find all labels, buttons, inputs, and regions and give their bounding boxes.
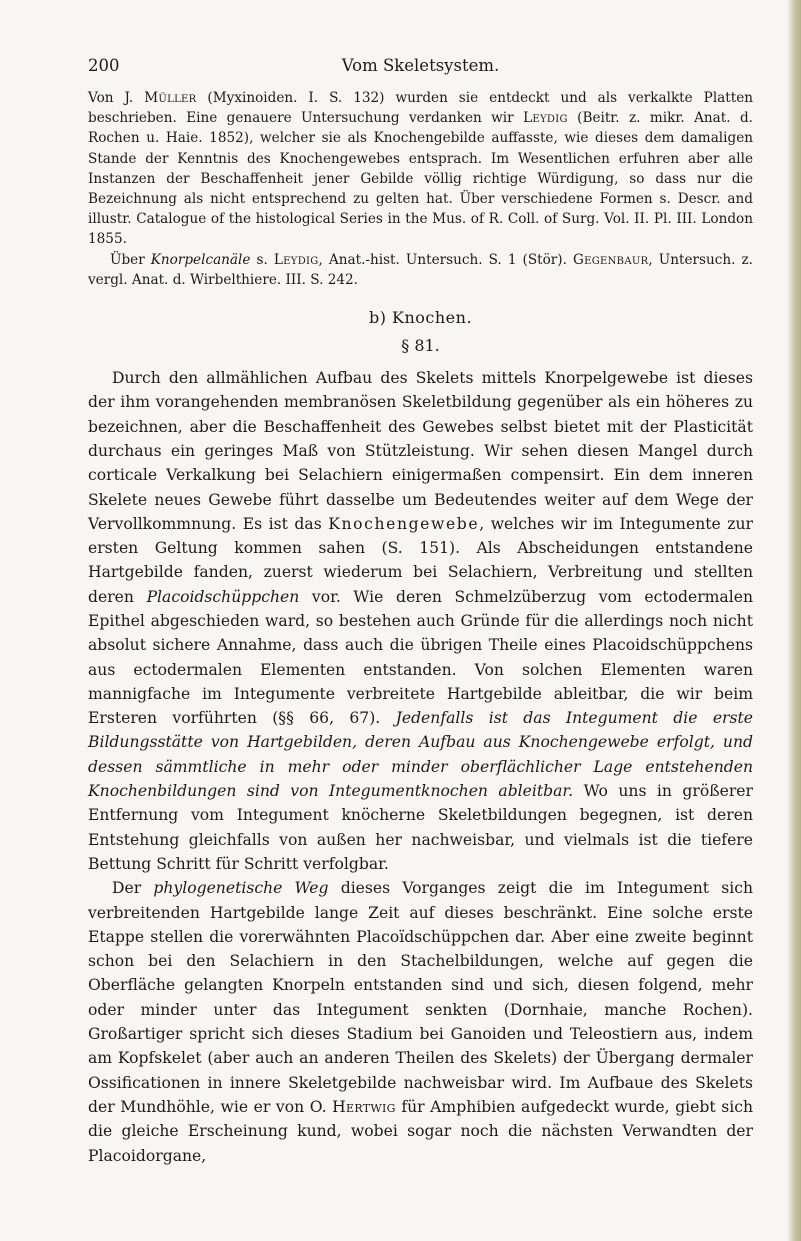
literature-note-1: Von J. Müller (Myxinoiden. I. S. 132) wurden sie entdeckt und als verkalkte Platten beschrieben. Eine genauere Untersuchung verdanken wir Leydig (Beitr. z. mikr. Anat. d. Rochen u. Haie. 1852), welcher sie als Knochengebilde auffasste, wie dieses dem damaligen Stande der Kenntnis des Knochengewebes entsprach. Im Wesentlichen erfuhren aber alle Instanzen der Beschaffenheit jener Gebilde völlig richtige Würdigung, so dass nur die Bezeichnung als nicht entsprechend zu gelten hat. Über verschiedene Formen s. Descr. and illustr. Catalogue of the histological Series in the Mus. of R. Coll. of Surg. Vol. II. Pl. III. London 1855. bbox=[88, 90, 753, 248]
emphasis-term: Placoidschüppchen bbox=[146, 587, 300, 606]
main-paragraph-1: Durch den allmählichen Aufbau des Skelets mittels Knorpelgewebe ist dieses der ihm vorangehenden membranösen Skeletbildung gegenüber als ein höheres zu bezeichnen, aber die Beschaffenheit des Gewebes selbst bietet mit der Plasticität durchaus ein geringes Maß von Stützleistung. Wir sehen diesen Mangel durch corticale Verkalkung bei Selachiern einigermaßen compensirt. Ein dem inneren Skelete neues Gewebe führt dasselbe um Bedeutendes weiter auf dem Wege der Vervollkommnung. Es ist das Knochengewebe, welches wir im Integumente zur ersten Geltung kommen sahen (S. 151). Als Abscheidungen entstandene Hartgebilde fanden, zuerst wiederum bei Selachiern, Verbreitung und stellten deren Placoidschüppchen vor. Wie deren Schmelzüberzug vom ectodermalen Epithel abgeschieden ward, so bestehen auch Gründe für die allerdings noch nicht absolut sichere Annahme, dass auch die übrigen Theile eines Placoidschüppchens aus ectodermalen Elementen entstanden. Von solchen Elementen waren mannigfache im Integumente verbreitete Hartgebilde ableitbar, die wir beim Ersteren vorführten (§§ 66, 67). Jedenfalls ist das Integument die erste Bildungsstätte von Hartgebilden, deren Aufbau aus Knochengewebe erfolgt, und dessen sämmtliche in mehr oder minder oberflächlicher Lage entstehenden Knochenbildungen sind von Integumentknochen ableitbar. Wo uns in größerer Entfernung vom Integument knöcherne Skeletbildungen begegnen, ist deren Entstehung gleichfalls von außen her nachweisbar, und vielmals ist die tiefere Bettung Schritt für Schritt verfolgbar. bbox=[88, 369, 753, 873]
paragraph-number: § 81. bbox=[401, 336, 440, 356]
emphasis-statement: Jedenfalls ist das Integument die erste Bildungsstätte von Hartgebilden, deren Aufbau aus Knochengewebe erfolgt, und dessen sämmtliche in mehr oder minder oberflächlicher Lage entstehenden Knochenbildungen sind von Integumentknochen ableitbar. bbox=[88, 709, 753, 801]
spaced-term: Knochengewebe bbox=[328, 514, 480, 533]
emphasis-term: phylogenetische Weg bbox=[153, 879, 329, 898]
page-number: 200 bbox=[88, 56, 120, 75]
section-heading: b) Knochen. bbox=[368, 308, 473, 328]
running-head bbox=[88, 56, 753, 80]
emphasis-term: Knorpelcanäle bbox=[150, 251, 251, 268]
main-paragraph-2: Der phylogenetische Weg dieses Vorganges zeigt die im Integument sich verbreitenden Hartgebilde lange Zeit auf dieses beschränkt. Eine solche erste Etappe stellen die vorerwähnten Placoïdschüppchen dar. Aber eine zweite beginnt schon bei den Selachiern in den Stachelbildungen, welche auf gegen die Oberfläche gelangten Knorpeln entstanden sind und sich, diesen folgend, mehr oder minder unter das Integument senkten (Dornhaie, manche Rochen). Großartiger spricht sich dieses Stadium bei Ganoiden und Teleostiern aus, indem am Kopfskelet (aber auch an anderen Theilen des Skelets) der Übergang dermaler Ossificationen in innere Skeletgebilde nachweisbar wird. Im Aufbaue des Skelets der Mundhöhle, wie er von O. Hertwig für Amphibien aufgedeckt wurde, giebt sich die gleiche Erscheinung kund, wobei sogar noch die nächsten Verwandten der Placoidorgane, bbox=[88, 879, 753, 1165]
author-name: Hertwig bbox=[332, 1097, 396, 1116]
main-text bbox=[88, 366, 753, 1168]
page-body bbox=[88, 88, 753, 1168]
literature-note-2: Über Knorpelcanäle s. Leydig, Anat.-hist. Untersuch. S. 1 (Stör). Gegenbaur, Untersuch. z. vergl. Anat. d. Wirbelthiere. III. S. 242. bbox=[88, 251, 753, 288]
author-name: Gegenbaur bbox=[572, 251, 649, 268]
author-name: Müller bbox=[144, 90, 197, 106]
running-title: Vom Skeletsystem. bbox=[341, 56, 500, 75]
page-edge-shadow bbox=[787, 0, 801, 1241]
author-name: Leydig bbox=[523, 110, 568, 127]
author-name: Leydig bbox=[273, 251, 319, 268]
